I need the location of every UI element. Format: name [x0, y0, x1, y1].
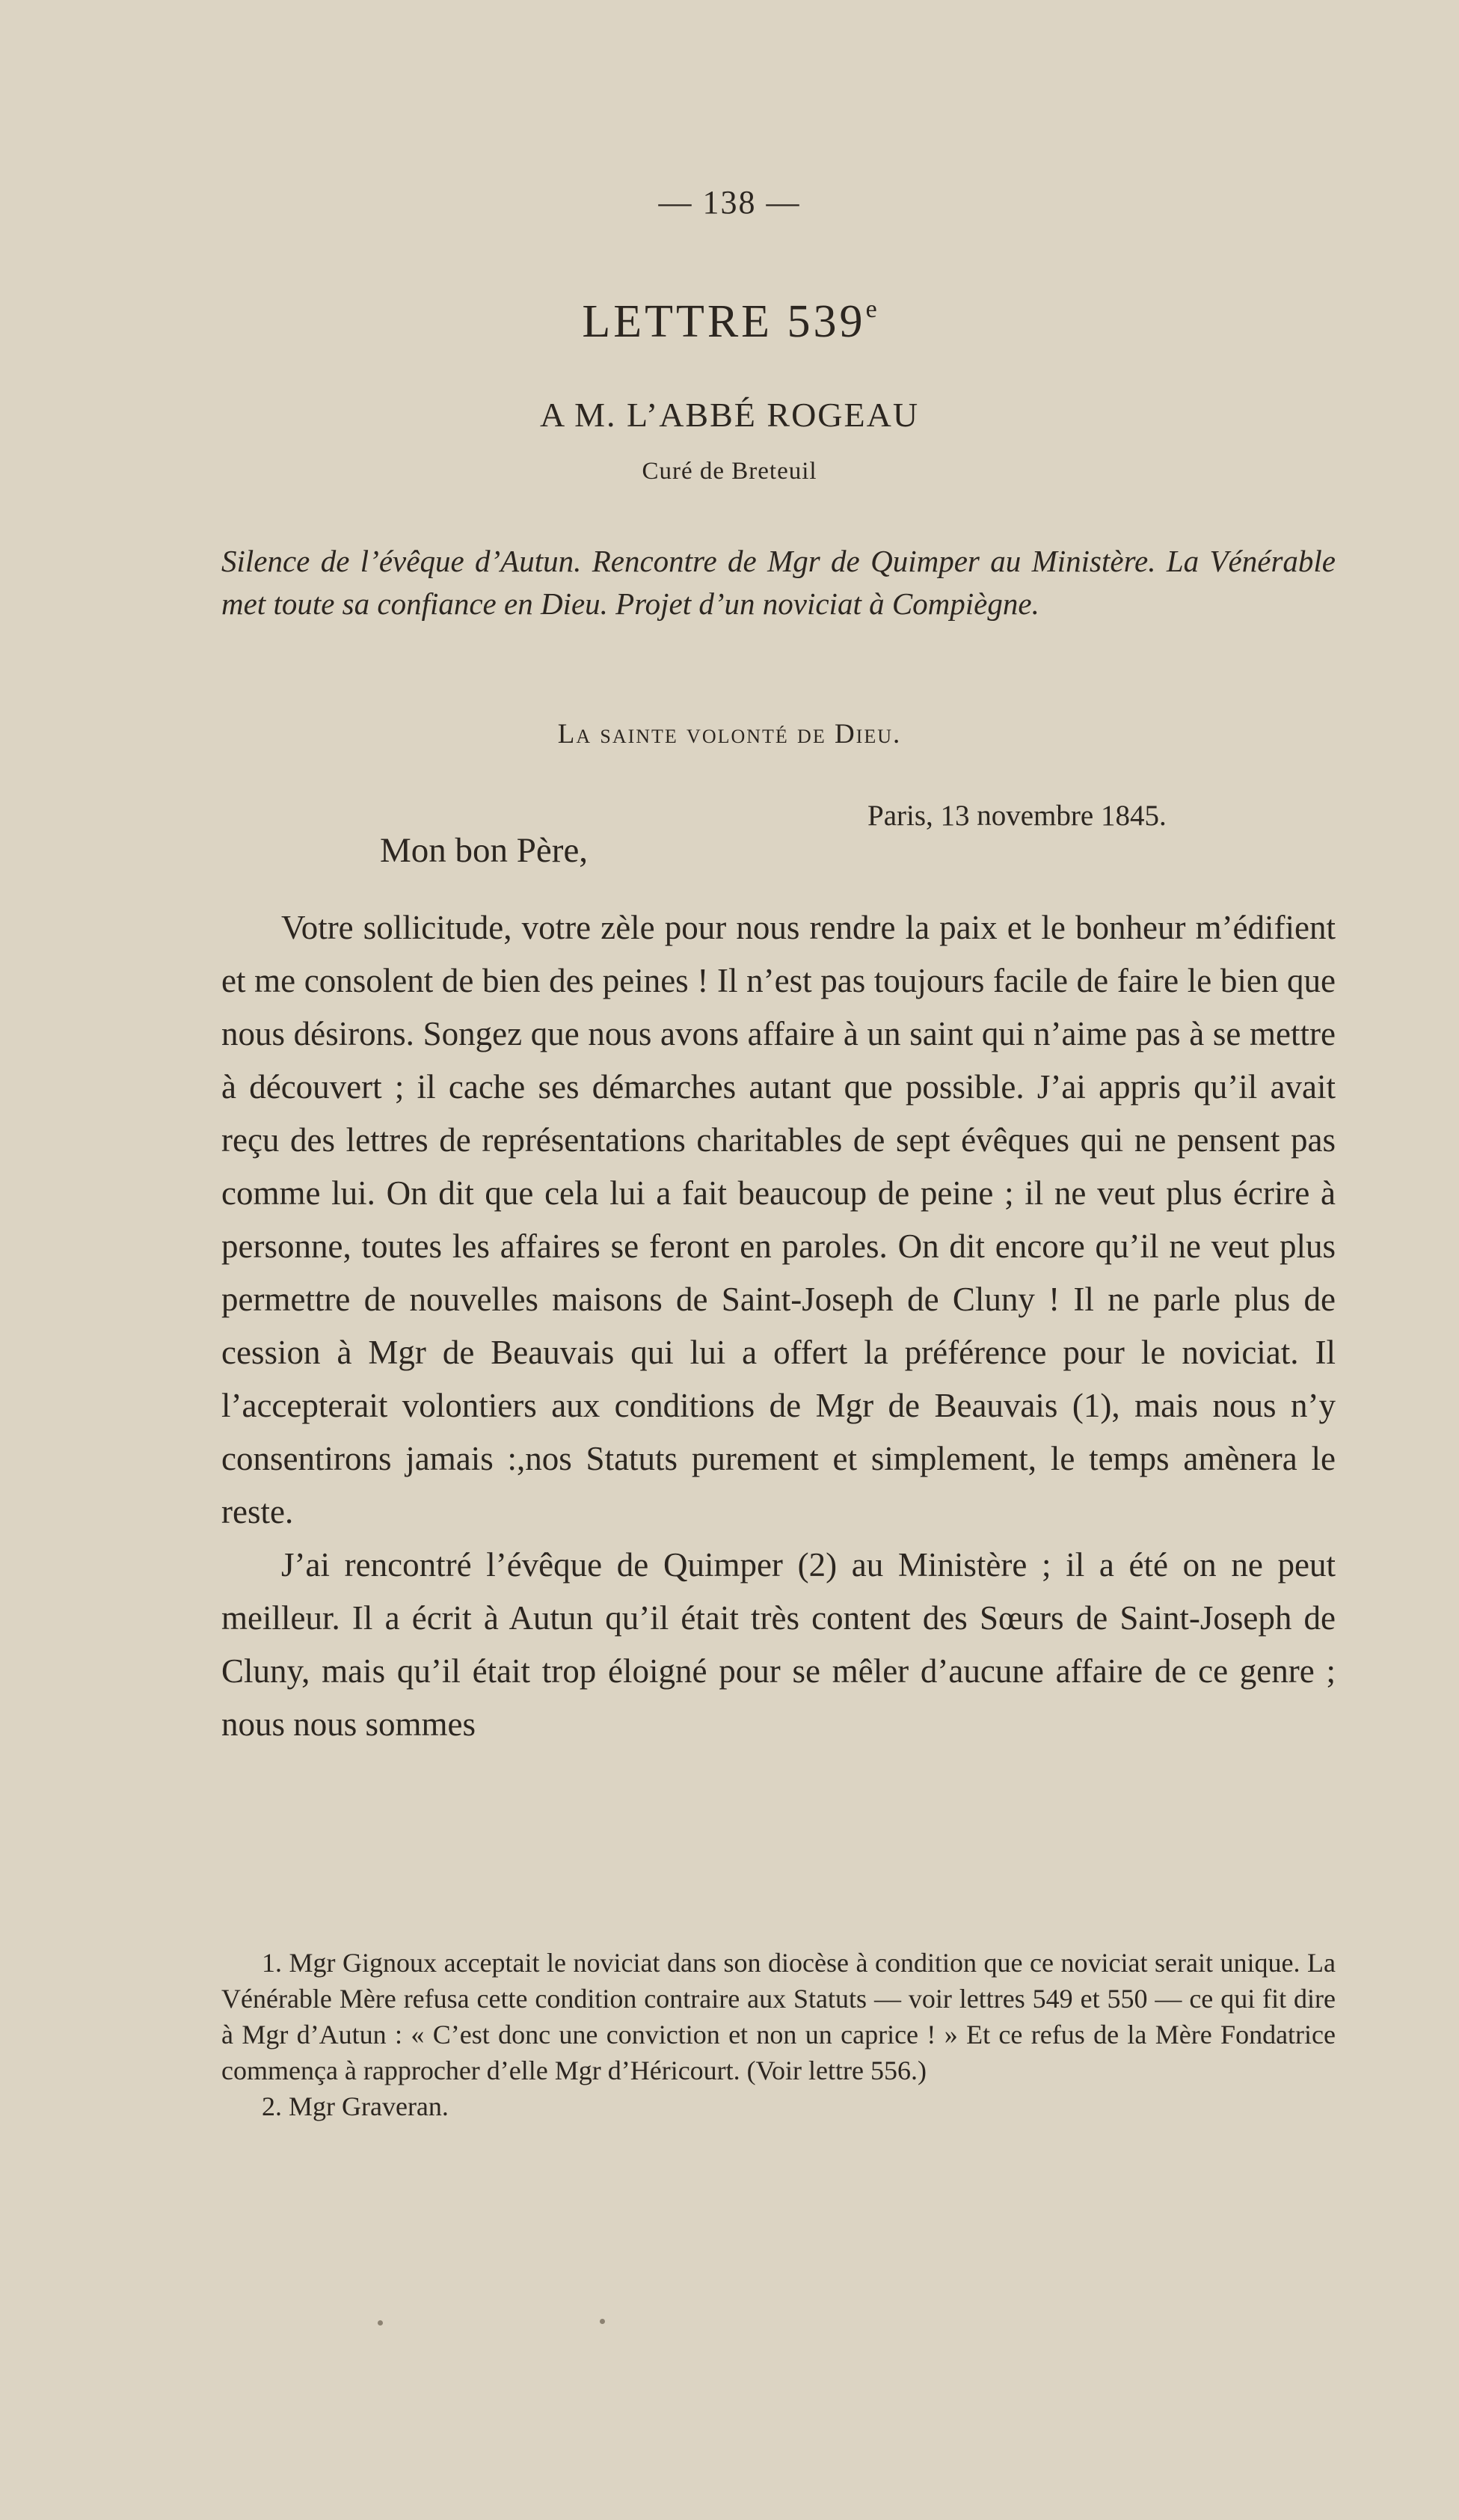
letter-title-text: LETTRE 539	[582, 296, 866, 347]
place-date: Paris, 13 novembre 1845.	[867, 800, 1167, 832]
paper-speck	[600, 2319, 605, 2324]
page-number: — 138 —	[658, 184, 801, 221]
footnote: 2. Mgr Graveran.	[262, 2091, 449, 2121]
recipient-heading: A M. L’ABBÉ ROGEAU	[539, 396, 920, 434]
motto-line: La sainte volonté de Dieu.	[557, 719, 902, 749]
body-paragraph: Votre sollicitude, votre zèle pour nous rendre la paix et le bonheur m’édifient et me consolent de bien des peines ! Il n’est pas toujours facile de faire le bien que nous désirons. Songez que nous avons affaire à un saint qui n’aime pas à se mettre à découvert ; il cache ses démarches autant que possible. J’ai appris qu’il avait reçu des lettres de représentations charitables de sept évêques qui ne pensent pas comme lui. On dit que cela lui a fait beaucoup de peine ; il ne veut plus écrire à personne, toutes les affaires se feront en paroles. On dit encore qu’il ne veut plus permettre de nouvelles maisons de Saint-Joseph de Cluny ! Il ne parle plus de cession à Mgr de Beauvais qui lui a offert la préférence pour le noviciat. Il l’accepterait volontiers aux conditions de Mgr de Beauvais (1), mais nous n’y consentirons jamais :,nos Statuts purement et simplement, le temps amènera le reste.	[221, 909, 1336, 1530]
recipient-subtitle: Curé de Breteuil	[642, 458, 817, 485]
footnote: 1. Mgr Gignoux acceptait le noviciat dans son diocèse à condition que ce noviciat serait unique. La Vénérable Mère refusa cette condition contraire aux Statuts — voir lettres 549 et 550 — ce qui fit dire à Mgr d’Autun : « C’est donc une conviction et non un caprice ! » Et ce refus de la Mère Fondatrice commença à rapprocher d’elle Mgr d’Héricourt. (Voir lettre 556.)	[221, 1948, 1336, 2085]
body-paragraph: J’ai rencontré l’évêque de Quimper (2) au Ministère ; il a été on ne peut meilleur. Il a écrit à Autun qu’il était très content des Sœurs de Saint-Joseph de Cluny, mais qu’il était trop éloigné pour se mêler d’aucune affaire de ce genre ; nous nous sommes	[221, 1546, 1336, 1743]
letter-title	[0, 295, 1459, 349]
letter-body	[221, 901, 1336, 1751]
paper-speck	[378, 2320, 383, 2326]
salutation: Mon bon Père,	[380, 831, 589, 870]
letter-title-superscript: e	[865, 295, 877, 323]
letter-summary: Silence de l’évêque d’Autun. Rencontre de Mgr de Quimper au Ministère. La Vénérable met toute sa confiance en Dieu. Projet d’un noviciat à Compiègne.	[221, 544, 1336, 621]
footnotes	[221, 1945, 1336, 2124]
